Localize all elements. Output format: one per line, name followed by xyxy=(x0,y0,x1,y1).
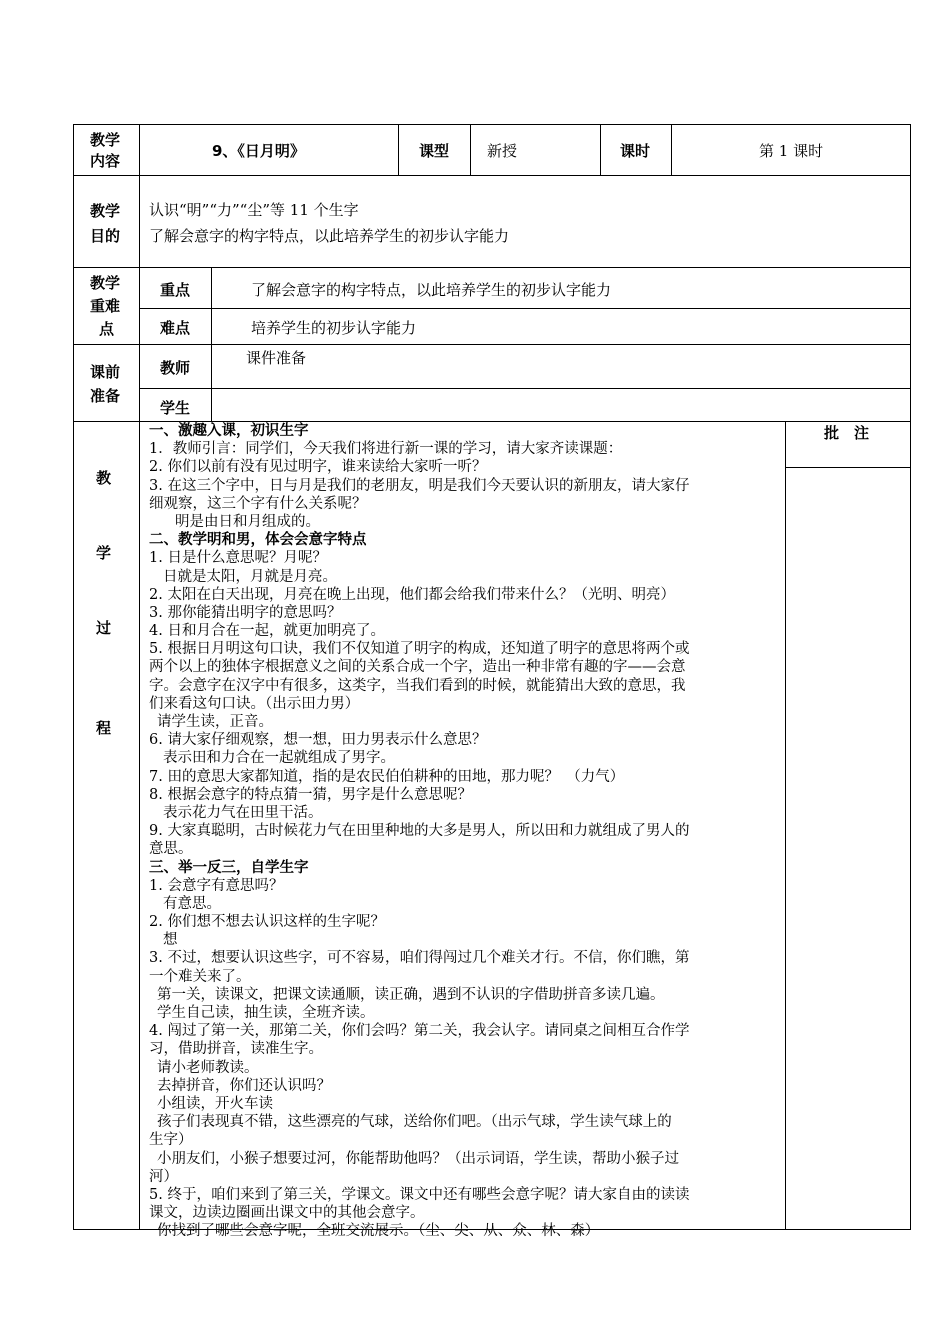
process-line: 明是由日和月组成的。 xyxy=(175,513,320,530)
process-line: 你找到了哪些会意字呢，全班交流展示。（尘、尖、从、众、林、森） xyxy=(157,1223,600,1240)
process-line: 两个以上的独体字根据意义之间的关系合成一个字，造出一种非常有趣的字——会意 xyxy=(149,659,686,676)
content-label: 教学 内容 xyxy=(90,131,121,170)
process-line: 河） xyxy=(149,1168,178,1185)
process-line: 4. 日和月合在一起，就更加明亮了。 xyxy=(149,623,385,640)
teacher-label: 教师 xyxy=(160,359,191,377)
process-line: 请学生读，正音。 xyxy=(157,714,273,730)
process-line: 小组读，开火车读 xyxy=(157,1095,273,1112)
process-label-char-2: 学 xyxy=(96,544,112,562)
process-line: 4. 闯过了第一关，那第二关，你们会吗？第二关，我会认字。请同桌之间相互合作学 xyxy=(149,1023,690,1040)
preparation-label: 课前 准备 xyxy=(90,363,121,405)
process-line: 习，借助拼音，读准生字。 xyxy=(149,1041,323,1058)
process-line: 去掉拼音，你们还认识吗？ xyxy=(157,1077,331,1094)
process-line: 1. 日是什么意思呢？月呢？ xyxy=(149,550,327,567)
focus-text: 了解会意字的构字特点，以此培养学生的初步认字能力 xyxy=(251,281,612,299)
process-line: 孩子们表现真不错，这些漂亮的气球，送给你们吧。（出示气球，学生读气球上的 xyxy=(157,1114,672,1131)
process-line: 课文，边读边圈画出课文中的其他会意字。 xyxy=(149,1205,425,1222)
process-line: 学生自己读，抽生读，全班齐读。 xyxy=(157,1005,375,1021)
process-line: 请小老师教读。 xyxy=(157,1059,259,1076)
process-line: 9. 大家真聪明，古时候花力气在田里种地的大多是男人，所以田和力就组成了男人的 xyxy=(149,823,690,840)
process-line: 字。会意字在汉字中有很多，这类字，当我们看到的时候，就能猜出大致的意思，我 xyxy=(149,677,686,694)
period-label: 课时 xyxy=(620,142,651,160)
process-section-heading: 二、教学明和男，体会会意字特点 xyxy=(149,532,367,549)
process-line: 表示田和力合在一起就组成了男字。 xyxy=(163,750,395,767)
notes-label: 批 注 xyxy=(824,424,870,442)
process-line: 第一关，读课文，把课文读通顺，读正确，遇到不认识的字借助拼音多读几遍。 xyxy=(157,986,665,1003)
process-line: 表示花力气在田里干活。 xyxy=(163,804,323,821)
process-line: 5. 根据日月明这句口诀，我们不仅知道了明字的构成，还知道了明字的意思将两个或 xyxy=(149,641,690,658)
process-line: 1．教师引言：同学们，今天我们将进行新一课的学习，请大家齐读课题： xyxy=(149,441,623,458)
key-points-label: 教学 重难 点 xyxy=(90,274,121,338)
process-label-char-3: 过 xyxy=(96,619,112,637)
process-line: 1. 会意字有意思吗？ xyxy=(149,877,284,894)
goal-line-2: 了解会意字的构字特点，以此培养学生的初步认字能力 xyxy=(149,227,510,245)
process-line: 有意思。 xyxy=(163,895,221,912)
process-line: 3. 不过，想要认识这些字，可不容易，咱们得闯过几个难关才行。不信，你们瞧，第 xyxy=(149,950,690,967)
process-line: 6. 请大家仔细观察，想一想，田力男表示什么意思？ xyxy=(149,732,487,749)
lesson-type-value: 新授 xyxy=(487,142,518,160)
goals-label: 教学 目的 xyxy=(90,202,121,245)
process-line: 5. 终于，咱们来到了第三关，学课文。课文中还有哪些会意字呢？请大家自由的读读 xyxy=(149,1186,690,1203)
process-label-char-1: 教 xyxy=(96,469,112,487)
difficulty-label: 难点 xyxy=(160,319,191,337)
process-line: 2. 你们想不想去认识这样的生字呢？ xyxy=(149,914,385,931)
teacher-text: 课件准备 xyxy=(246,349,307,367)
process-line: 生字） xyxy=(149,1132,193,1149)
process-line: 7. 田的意思大家都知道，指的是农民伯伯耕种的田地，那力呢？ （力气） xyxy=(149,768,625,785)
process-line: 8. 根据会意字的特点猜一猜，男字是什么意思呢？ xyxy=(149,786,472,803)
process-label-char-4: 程 xyxy=(96,719,112,737)
lesson-title: 9、《日月明》 xyxy=(212,142,305,160)
period-value: 第 1 课时 xyxy=(759,142,824,160)
process-line: 细观察，这三个字有什么关系呢？ xyxy=(149,495,367,512)
focus-label: 重点 xyxy=(160,281,191,299)
process-line: 日就是太阳，月就是月亮。 xyxy=(163,568,337,585)
process-line: 意思。 xyxy=(149,841,193,858)
process-line: 2. 太阳在白天出现，月亮在晚上出现，他们都会给我们带来什么？（光明、明亮） xyxy=(149,586,675,603)
process-line: 们来看这句口诀。（出示田力男） xyxy=(149,695,360,712)
process-body xyxy=(149,422,781,1240)
lesson-type-label: 课型 xyxy=(419,142,450,160)
difficulty-text: 培养学生的初步认字能力 xyxy=(251,319,417,337)
process-line: 3. 在这三个字中，日与月是我们的老朋友，明是我们今天要认识的新朋友，请大家仔 xyxy=(149,477,690,494)
process-line: 想 xyxy=(163,932,178,949)
process-line: 3. 那你能猜出明字的意思吗？ xyxy=(149,604,342,621)
process-section-heading: 一、激趣入课，初识生字 xyxy=(149,423,309,439)
goal-line-1: 认识“明”“力”“尘”等 11 个生字 xyxy=(149,201,359,219)
student-label: 学生 xyxy=(160,399,191,417)
process-line: 2. 你们以前有没有见过明字，谁来读给大家听一听？ xyxy=(149,459,487,476)
process-section-heading: 三、举一反三，自学生字 xyxy=(149,859,309,876)
process-line: 一个难关来了。 xyxy=(149,968,251,985)
process-line: 小朋友们，小猴子想要过河，你能帮助他吗？（出示词语，学生读，帮助小猴子过 xyxy=(157,1150,679,1167)
